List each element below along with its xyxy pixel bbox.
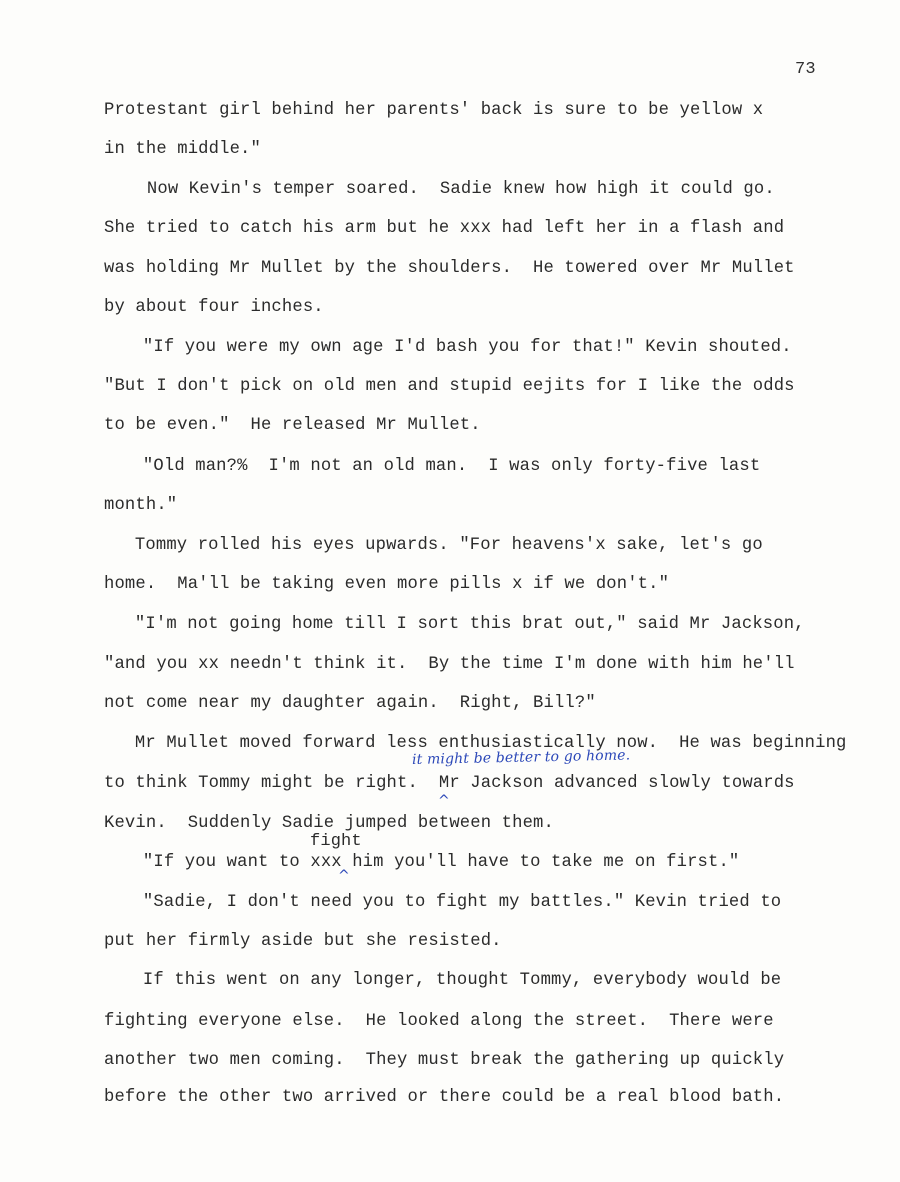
typed-insertion-above: fight — [310, 832, 362, 851]
text-line-1: Protestant girl behind her parents' back is sure to be yellow x — [104, 101, 764, 120]
text-line-14: "I'm not going home till I sort this brat out," said Mr Jackson, — [114, 615, 805, 634]
text-line-3: Now Kevin's temper soared. Sadie knew how high it could go. — [126, 180, 775, 199]
text-line-16: not come near my daughter again. Right, Bill?" — [104, 694, 596, 713]
text-line-2: in the middle." — [104, 140, 261, 159]
text-line-19: Kevin. Suddenly Sadie jumped between them. — [104, 814, 554, 833]
text-line-15: "and you xx needn't think it. By the time I'm done with him he'll — [104, 655, 795, 674]
text-line-7: "If you were my own age I'd bash you for that!" Kevin shouted. — [122, 338, 792, 357]
text-line-9: to be even." He released Mr Mullet. — [104, 416, 481, 435]
text-line-13: home. Ma'll be taking even more pills x if we don't." — [104, 575, 670, 594]
text-line-10: "Old man?% I'm not an old man. I was only forty-five last — [122, 457, 761, 476]
text-line-20: "If you want to xxx him you'll have to take me on first." — [122, 853, 740, 872]
text-line-5: was holding Mr Mullet by the shoulders. He towered over Mr Mullet — [104, 259, 795, 278]
text-line-12: Tommy rolled his eyes upwards. "For heavens'x sake, let's go — [114, 536, 763, 555]
handwritten-insertion: it might be better to go home. — [411, 747, 631, 768]
text-line-6: by about four inches. — [104, 298, 324, 317]
text-line-25: another two men coming. They must break the gathering up quickly — [104, 1051, 785, 1070]
text-line-22: put her firmly aside but she resisted. — [104, 932, 502, 951]
text-line-23: If this went on any longer, thought Tommy, everybody would be — [122, 971, 782, 990]
text-line-11: month." — [104, 496, 178, 515]
text-line-26: before the other two arrived or there could be a real blood bath. — [104, 1088, 785, 1107]
text-line-4: She tried to catch his arm but he xxx had left her in a flash and — [104, 219, 785, 238]
page-number: 73 — [795, 60, 816, 79]
text-line-8: "But I don't pick on old men and stupid eejits for I like the odds — [104, 377, 795, 396]
text-line-17: Mr Mullet moved forward less enthusiastically now. He was beginning — [114, 734, 847, 753]
insertion-caret-2: ^ — [338, 868, 350, 884]
text-line-18: to think Tommy might be right. Mr Jackson advanced slowly towards — [104, 774, 795, 793]
text-line-24: fighting everyone else. He looked along the street. There were — [104, 1012, 774, 1031]
text-line-21: "Sadie, I don't need you to fight my battles." Kevin tried to — [122, 893, 782, 912]
insertion-caret-1: ^ — [438, 793, 450, 809]
